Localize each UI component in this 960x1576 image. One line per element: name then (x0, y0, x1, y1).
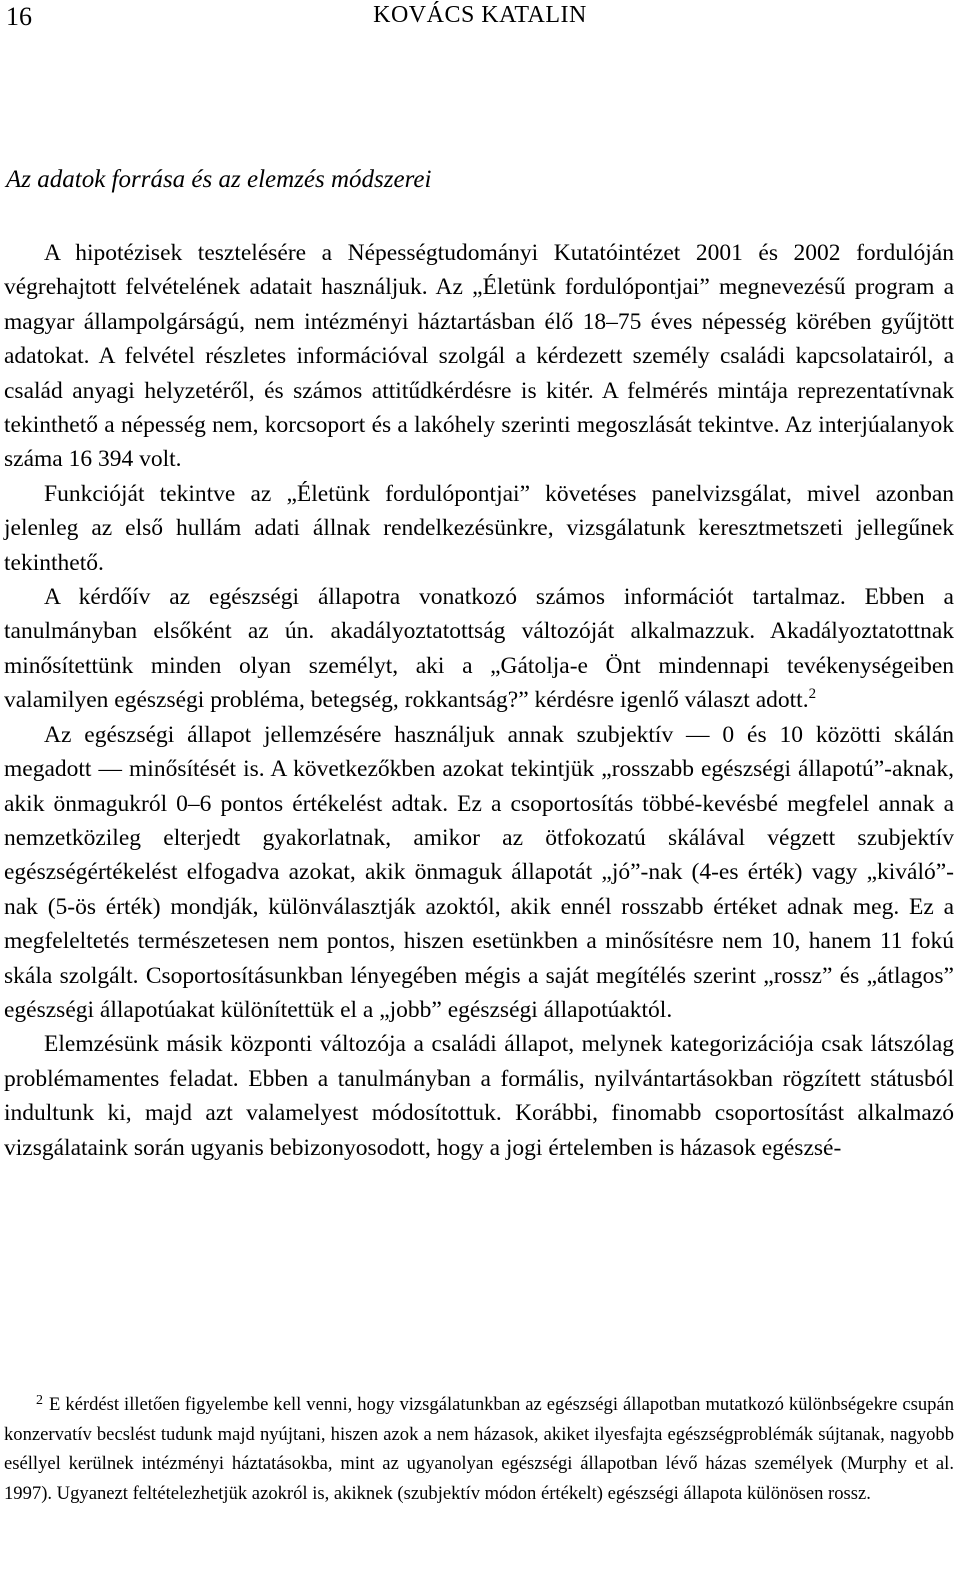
paragraph-with-footnote (4, 580, 954, 718)
footnote-marker: 2 (36, 1393, 43, 1408)
footnote (4, 1386, 954, 1508)
footnotes (4, 1386, 954, 1508)
footnote-text: E kérdést illetően figyelembe kell venni, hogy vizsgálatunkban az egészségi állapotban mutatkozó különbségekre csupán konzervatív becslést tudunk majd nyújtani, hiszen azok a nem házasok, akiket ilyesfajta egészségproblémák sújtanak, nagyobb eséllyel kerülnek intézményi háztatásokba, mint az ugyanolyan egészségi állapotban lévő házas személyek (Murphy et al. 1997). Ugyanezt feltételezhetjük azokról is, akiknek (szubjektív módon értékelt) egészségi állapota különösen rossz. (4, 1394, 954, 1504)
paragraph: Elemzésünk másik központi változója a családi állapot, melynek kategorizációja csak látszólag problémamentes feladat. Ebben a tanulmányban a formális, nyilvántartásokban rögzített státusból indultunk ki, majd azt valamelyest módosítottuk. Korábbi, finomabb csoportosítást alkalmazó vizsgálataink során ugyanis bebizonyosodott, hogy a jogi értelemben is házasok egészsé- (4, 1031, 954, 1161)
paragraph-text: A kérdőív az egészségi állapotra vonatkozó számos információt tartalmaz. Ebben a tanulmányban elsőként az ún. akadályoztatottság változóját alkalmazzuk. Akadályoztatottnak minősítettünk minden olyan személyt, aki a „Gátolja-e Önt mindennapi tevékenységeiben valamilyen egészségi probléma, betegség, rokkantság?” kérdésre igenlő választ adott. (4, 584, 954, 714)
paragraph: A hipotézisek tesztelésére a Népességtudományi Kutatóintézet 2001 és 2002 fordulóján végrehajtott felvételének adatait használjuk. Az „Életünk fordulópontjai” megnevezésű program a magyar állampolgárságú, nem intézményi háztartásban élő 18–75 éves népesség körében gyűjtött adatokat. A felvétel részletes információval szolgál a kérdezett személy családi kapcsolatairól, a család anyagi helyzetéről, és számos attitűdkérdésre is kitér. A felmérés mintája reprezentatívnak tekinthető a népesség nem, korcsoport és a lakóhely szerinti megoszlását tekintve. Az interjúalanyok száma 16 394 volt. (4, 240, 954, 473)
page-number: 16 (6, 2, 32, 31)
page-header (0, 0, 960, 40)
body-text (4, 236, 954, 1165)
paragraph: Funkcióját tekintve az „Életünk fordulópontjai” követéses panelvizsgálat, mivel azonban jelenleg az első hullám adati állnak rendelkezésünkre, vizsgálatunk keresztmetszeti jellegűnek tekinthető. (4, 480, 954, 576)
footnote-reference: 2 (808, 686, 817, 703)
section-title: Az adatok forrása és az elemzés módszerei (6, 166, 432, 193)
paragraph: Az egészségi állapot jellemzésére használjuk annak szubjektív — 0 és 10 közötti skálán megadott — minősítését is. A következőkben azokat tekintjük „rosszabb egészségi állapotú”-aknak, akik önmagukról 0–6 pontos értékelést adtak. Ez a csoportosítás többé-kevésbé megfelel annak a nemzetközileg elterjedt gyakorlatnak, amikor az ötfokozatú skálával végzett szubjektív egészségértékelést elfogadva azokat, akik önmaguk állapotát „jó”-nak (4-es érték) vagy „kiváló”-nak (5-ös érték) mondják, különválasztják azoktól, akik ennél rosszabb értéket adnak meg. Ez a megfeleltetés természetesen nem pontos, hiszen esetünkben a minősítésre nem 10, hanem 11 fokú skála szolgált. Csoportosításunkban lényegében mégis a saját megítélés szerint „rossz” és „átlagos” egészségi állapotúakat különítettük el a „jobb” egészségi állapotúaktól. (4, 721, 954, 1023)
running-head: KOVÁCS KATALIN (373, 2, 587, 28)
